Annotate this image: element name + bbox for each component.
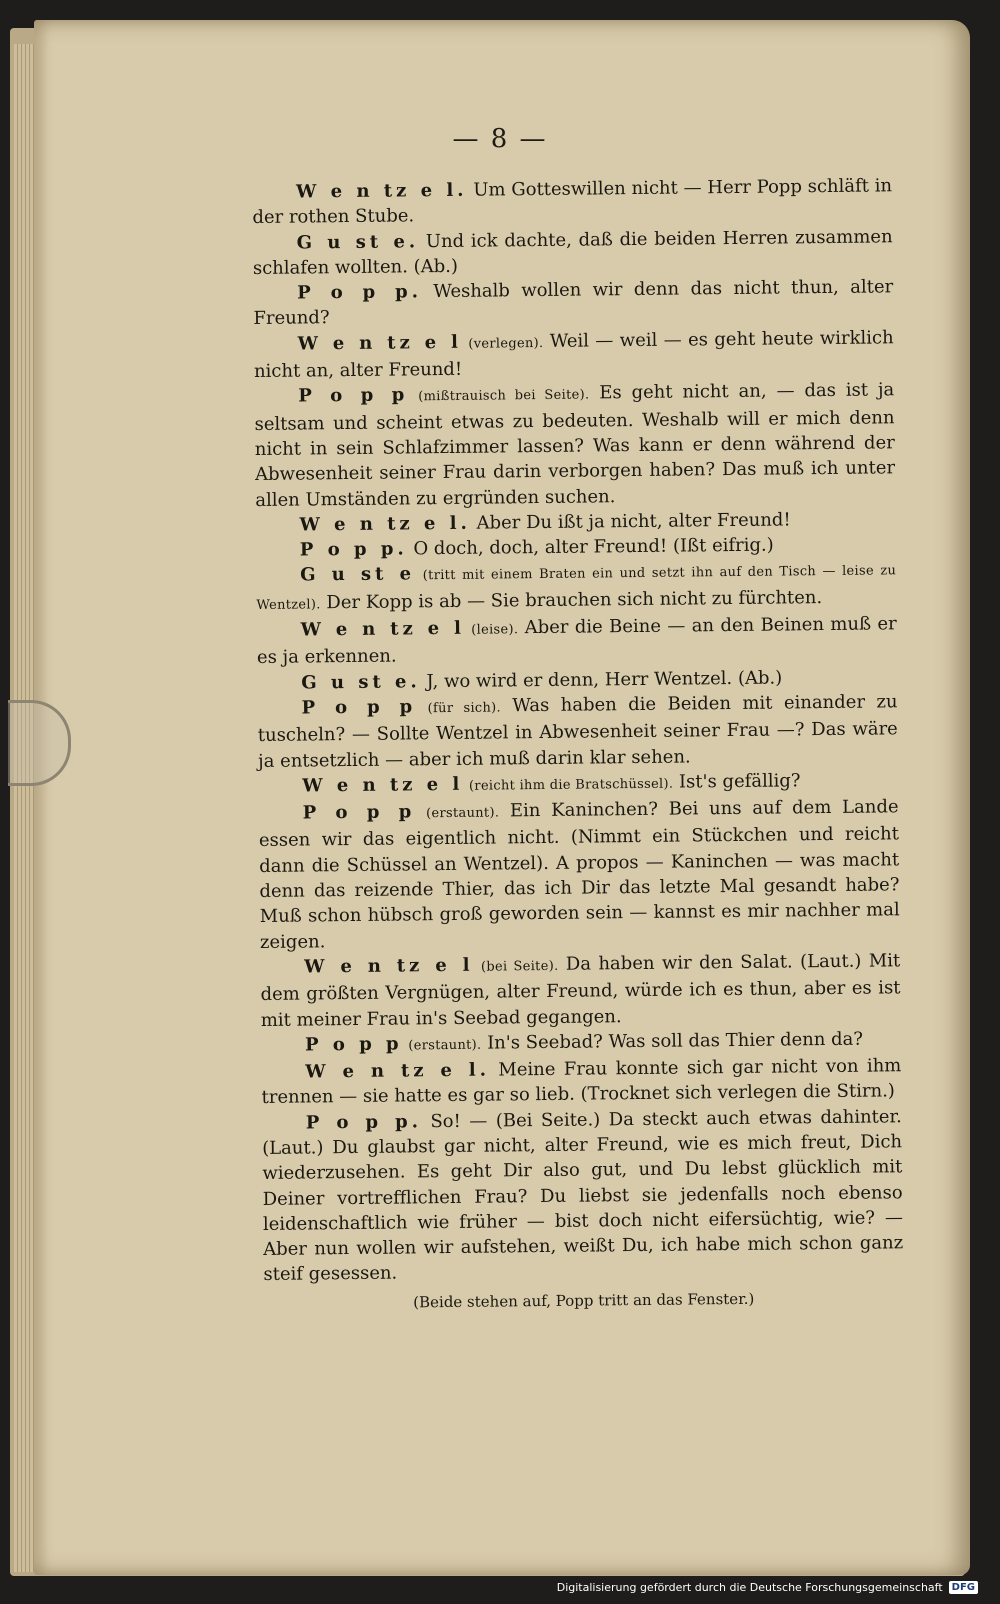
dialogue-text: In's Seebad? Was soll das Thier denn da? [487, 1028, 864, 1054]
dialogue-paragraph [257, 689, 898, 774]
speaker-name: W e n tz e l. [305, 1059, 491, 1083]
dialogue-text: Was haben die Beiden mit einander zu tuscheln? — Sollte Wentzel in Abwesenheit seiner Frau —? Das wäre ja entsetzlich — aber ich muß darin klar sehen. [257, 691, 898, 772]
dialogue-text: Um Gotteswillen nicht — Herr Popp schläft in der rothen Stube. [252, 175, 893, 229]
page-number: — 8 — [452, 124, 548, 154]
dialogue-text: Meine Frau konnte sich gar nicht von ihm trennen — sie hatte es gar so lieb. (Trocknet sich verlegen die Stirn.) [261, 1055, 902, 1109]
speaker-name: P o p p [298, 384, 409, 407]
play-text [252, 173, 904, 1317]
dialogue-text: Weshalb wollen wir denn das nicht thun, alter Freund? [253, 276, 894, 330]
stage-direction: (reicht ihm die Bratschüssel). [468, 776, 674, 794]
speaker-name: P o p p [302, 801, 416, 824]
dialogue-text: Aber die Beine — an den Beinen muß er es ja erkennen. [256, 613, 897, 669]
speaker-name: W e n tz e l [302, 773, 464, 797]
speaker-name: P o p p. [297, 281, 423, 304]
closing-stage-direction: (Beide stehen auf, Popp tritt an das Fenster.) [413, 1289, 755, 1312]
dialogue-text: Aber Du ißt ja nicht, alter Freund! [476, 509, 791, 534]
stage-direction: (erstaunt). [426, 805, 500, 822]
stage-direction: (leise). [471, 622, 519, 638]
dfg-logo: DFG [949, 1581, 978, 1594]
dialogue-text: O doch, doch, alter Freund! (Ißt eifrig.) [413, 534, 774, 560]
stage-direction: (tritt mit einem Braten ein und setzt ihn auf den Tisch — leise zu Wentzel). [256, 563, 897, 613]
dialogue-paragraph [262, 1104, 904, 1288]
speaker-name: G u st e. [296, 230, 420, 254]
speaker-name: W e n tz e l. [296, 179, 468, 203]
footer [557, 1578, 978, 1596]
dialogue-paragraph [252, 173, 892, 230]
dialogue-text: Ist's gefällig? [678, 770, 801, 793]
speaker-name: P o p p. [299, 538, 408, 561]
dialogue-paragraph [257, 611, 898, 670]
stage-direction: (erstaunt). [408, 1037, 482, 1054]
stage-direction: (für sich). [427, 700, 502, 717]
speaker-name: W e n tz e l [297, 331, 463, 355]
dialogue-paragraph [253, 274, 893, 331]
dialogue-text: Es geht nicht an, — das ist ja seltsam und scheint etwas zu bedeuten. Weshalb will er mich denn nicht in sein Schlafzimmer lassen? Was kann er denn während der Abwesenheit seiner Frau darin verborgen haben? Das muß ich unter allen Umständen zu ergründen suchen. [254, 379, 896, 511]
speaker-name: P o p p [304, 1033, 403, 1056]
stage-direction: (mißtrauisch bei Seite). [418, 387, 590, 405]
footer-credit: Digitalisierung gefördert durch die Deutsche Forschungsgemeinschaft [556, 1580, 943, 1594]
dialogue-text: Ein Kaninchen? Bei uns auf dem Lande essen wir das eigentlich nicht. (Nimmt ein Stückchen und reicht dann die Schüssel an Wentzel). A propos — Kaninchen — was macht denn das reizende Thier, das ich Dir das letzte Mal gesandt habe? Muß schon hübsch groß geworden sein — kannst es mir nachher mal zeigen. [258, 796, 900, 953]
speaker-name: G u st e [300, 563, 416, 586]
dialogue-paragraph [259, 794, 901, 954]
speaker-name: P o p p. [305, 1110, 423, 1134]
dialogue-text: Weil — weil — es geht heute wirklich nicht an, alter Freund! [253, 327, 894, 383]
stage-direction: (bei Seite). [480, 958, 559, 975]
stage-direction: (verlegen). [468, 335, 544, 352]
speaker-name: W e n tz e l [304, 954, 474, 978]
speaker-name: P o p p [301, 696, 417, 719]
dialogue-paragraph [260, 948, 901, 1033]
dialogue-text: J, wo wird er denn, Herr Wentzel. (Ab.) [426, 667, 783, 692]
dialogue-text: Und ick dachte, daß die beiden Herren zusammen schlafen wollten. (Ab.) [252, 225, 893, 279]
dialogue-text: Der Kopp is ab — Sie brauchen sich nicht zu fürchten. [326, 586, 823, 613]
dialogue-paragraph [261, 1053, 901, 1110]
dialogue-text: So! — (Bei Seite.) Da steckt auch etwas dahinter. (Laut.) Du glaubst gar nicht, alter Freund, wie es mich freut, Dich wiederzusehen. Es geht Dir also gut, und Du lebst glücklich mit Deiner vortrefflichen Frau? Du liebst sie jedenfalls noch ebenso leidenschaftlich wie früher — bist doch nicht eifersüchtig, wie? — Aber nun wollen wir aufstehen, weißt Du, ich habe mich schon ganz steif gesessen. [262, 1105, 904, 1286]
dialogue-paragraph [256, 557, 897, 618]
speaker-name: W e n tz e l. [299, 512, 471, 536]
speaker-name: G u st e. [301, 670, 421, 694]
dialogue-paragraph [253, 224, 893, 281]
dialogue-paragraph [254, 378, 895, 513]
speaker-name: W e n tz e l [300, 617, 465, 641]
dialogue-paragraph [254, 325, 895, 384]
dialogue-text: Da haben wir den Salat. (Laut.) Mit dem größten Vergnügen, alter Freund, würde ich es thun, aber es ist mit meiner Frau in's Seebad gegangen. [260, 950, 901, 1031]
